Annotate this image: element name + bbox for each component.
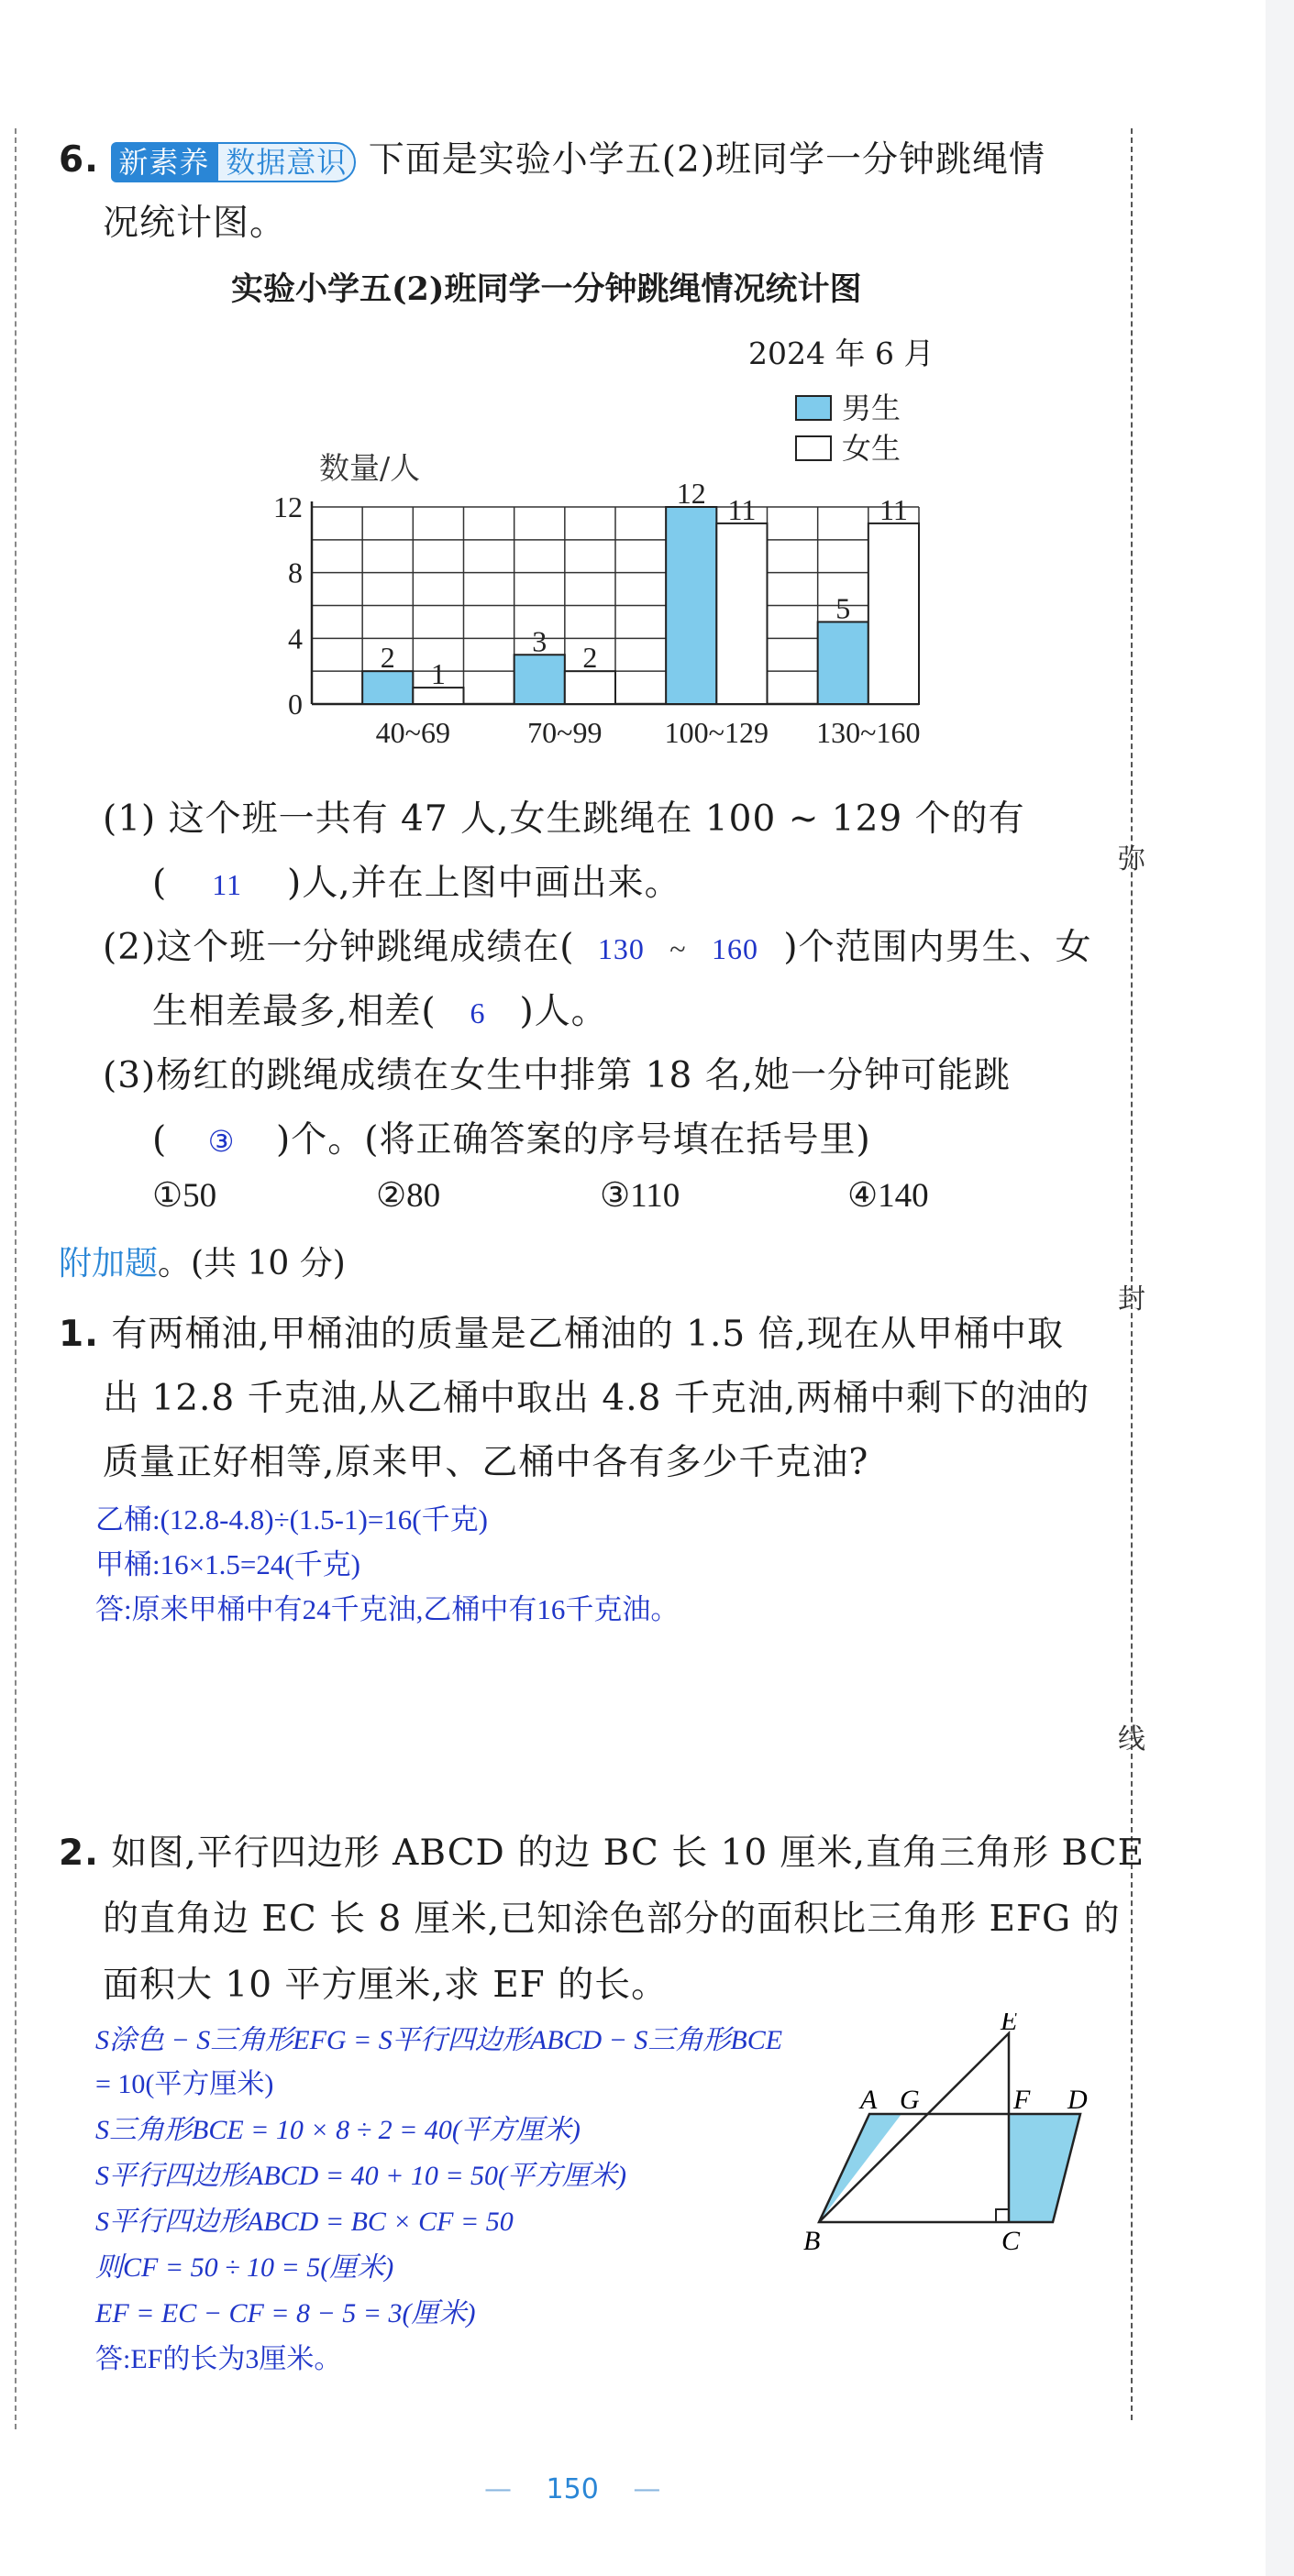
extra-title: 附加题: [59, 1245, 159, 1282]
bar-boys-2: [666, 507, 716, 704]
bar-chart: [257, 385, 954, 770]
bar-value-label: 12: [676, 477, 706, 510]
x-tick-label: 130~160: [816, 716, 921, 749]
question-6-header: [59, 131, 1045, 182]
problem-2-answer-6: 则CF = 50 ÷ 10 = 5(厘米): [95, 2252, 394, 2283]
label-F: F: [1013, 2085, 1031, 2115]
x-tick-label: 100~129: [664, 716, 769, 749]
option-1: ①50: [152, 1177, 217, 1215]
question-6-text-line2: 况统计图。: [103, 203, 287, 244]
chart-title: 实验小学五(2)班同学一分钟跳绳情况统计图: [231, 270, 862, 308]
problem-2-answer-5: S平行四边形ABCD = BC × CF = 50: [95, 2207, 514, 2237]
sub2-post: )个范围内男生、女: [783, 927, 1092, 968]
extra-header: [59, 1238, 346, 1284]
problem-1-text: 有两桶油,甲桶油的质量是乙桶油的 1.5 倍,现在从甲桶中取: [111, 1314, 1064, 1355]
sub1-open-paren: (: [152, 863, 168, 904]
sub1-answer: 11: [212, 868, 243, 901]
sub2-answer-diff: 6: [470, 996, 486, 1029]
problem-2-line3: 面积大 10 平方厘米,求 EF 的长。: [103, 1965, 669, 2006]
sub2-answer-high: 160: [712, 932, 758, 965]
shaded-right-trapezoid: [1009, 2114, 1080, 2222]
x-tick-label: 40~69: [375, 716, 450, 749]
shaded-left-triangle: [819, 2114, 901, 2222]
bar-girls-1: [565, 671, 615, 704]
problem-2-text: 如图,平行四边形 ABCD 的边 BC 长 10 厘米,直角三角形 BCE: [111, 1833, 1145, 1874]
sub2-line2: [152, 983, 608, 1034]
problem-1-answer-3: 答:原来甲桶中有24千克油,乙桶中有16千克油。: [95, 1593, 680, 1625]
side-char-mi: 弥: [1118, 843, 1145, 875]
option-4: ④140: [847, 1177, 929, 1215]
legend-swatch-0: [796, 396, 831, 420]
sub3-open-paren: (: [152, 1119, 168, 1161]
label-G: G: [900, 2085, 920, 2115]
legend-label-0: 男生: [842, 391, 901, 425]
right-angle-mark: [996, 2209, 1009, 2222]
left-margin-line: [15, 128, 17, 2429]
page-number-row: — 150 —: [484, 2473, 661, 2505]
sub3-answer: ③: [207, 1125, 236, 1158]
chart-x-labels: [376, 716, 921, 749]
problem-2-answer-4: S平行四边形ABCD = 40 + 10 = 50(平方厘米): [95, 2161, 627, 2191]
problem-2-answer-7: EF = EC − CF = 8 − 5 = 3(厘米): [95, 2298, 476, 2328]
bar-value-label: 1: [430, 657, 446, 691]
label-C: C: [1001, 2226, 1021, 2256]
bar-boys-3: [818, 622, 868, 704]
sub3-options: [152, 1175, 929, 1216]
legend-label-1: 女生: [842, 431, 901, 466]
bar-boys-1: [514, 655, 565, 704]
sub1-post: )人,并在上图中画出来。: [287, 863, 681, 904]
label-D: D: [1067, 2085, 1088, 2115]
chart-bars: [362, 477, 919, 704]
sub2-tilde: ~: [669, 932, 687, 965]
problem-2-number: 2.: [59, 1833, 99, 1874]
problem-2-answer-1: S涂色 − S三角形EFG = S平行四边形ABCD − S三角形BCE: [95, 2025, 783, 2055]
chart-y-label: 数量/人: [319, 450, 421, 486]
geometry-figure: [796, 2013, 1108, 2279]
bar-girls-2: [716, 523, 767, 704]
side-char-feng: 封: [1118, 1283, 1145, 1316]
badge-new-literacy: 新素养: [111, 142, 216, 182]
x-tick-label: 70~99: [527, 716, 603, 749]
option-3: ③110: [600, 1177, 680, 1215]
problem-2-line1: [59, 1824, 1145, 1876]
problem-2-answer-3: S三角形BCE = 10 × 8 ÷ 2 = 40(平方厘米): [95, 2115, 581, 2145]
bar-value-label: 2: [380, 641, 395, 675]
y-tick-label: 0: [288, 688, 303, 721]
y-tick-label: 12: [273, 490, 303, 523]
sub2-line2-pre: 生相差最多,相差(: [152, 991, 437, 1032]
problem-1-line2: 出 12.8 千克油,从乙桶中取出 4.8 千克油,两桶中剩下的油的: [103, 1378, 1090, 1419]
bar-value-label: 11: [727, 492, 757, 526]
y-tick-label: 8: [288, 556, 303, 589]
chart-y-ticks: [273, 490, 303, 721]
problem-1-number: 1.: [59, 1314, 99, 1355]
problem-1-answer-1: 乙桶:(12.8-4.8)÷(1.5-1)=16(千克): [95, 1503, 488, 1536]
sub3-post: )个。(将正确答案的序号填在括号里): [276, 1119, 871, 1161]
problem-2-line2: 的直角边 EC 长 8 厘米,已知涂色部分的面积比三角形 EFG 的: [103, 1899, 1121, 1940]
bar-value-label: 3: [532, 624, 547, 658]
question-number: 6.: [59, 139, 99, 181]
sub2-line1: [103, 919, 1092, 970]
extra-score: 。(共 10 分): [158, 1245, 346, 1282]
bar-boys-0: [362, 671, 413, 704]
y-tick-label: 4: [288, 622, 303, 655]
side-char-xian: 线: [1118, 1723, 1145, 1756]
bar-value-label: 2: [582, 641, 598, 675]
problem-2-answer-8: 答:EF的长为3厘米。: [95, 2344, 342, 2374]
bar-girls-3: [868, 523, 919, 704]
label-B: B: [803, 2226, 821, 2256]
sub2-pre: (2)这个班一分钟跳绳成绩在(: [103, 927, 575, 968]
badge-data-awareness: 数据意识: [216, 142, 356, 182]
chart-legend: [796, 391, 901, 466]
sub2-line2-post: )人。: [519, 991, 608, 1032]
bar-value-label: 11: [879, 492, 908, 526]
label-E: E: [1001, 2013, 1018, 2036]
sub1-line1: (1) 这个班一共有 47 人,女生跳绳在 100 ~ 129 个的有: [103, 798, 1025, 840]
problem-2-answer-2: = 10(平方厘米): [95, 2069, 274, 2099]
sub3-line2: [152, 1111, 871, 1162]
option-2: ②80: [376, 1177, 441, 1215]
problem-1-line3: 质量正好相等,原来甲、乙桶中各有多少千克油?: [103, 1442, 869, 1483]
legend-swatch-1: [796, 436, 831, 460]
sub3-line1: (3)杨红的跳绳成绩在女生中排第 18 名,她一分钟可能跳: [103, 1055, 1012, 1096]
problem-1-answer-2: 甲桶:16×1.5=24(千克): [95, 1548, 360, 1580]
sub2-answer-low: 130: [597, 932, 645, 965]
page-number: 150: [546, 2473, 599, 2505]
triangle-BCE: [819, 2033, 1009, 2222]
problem-1-line1: [59, 1305, 1064, 1357]
bar-value-label: 5: [835, 591, 851, 625]
label-A: A: [860, 2085, 878, 2115]
chart-date: 2024 年 6 月: [748, 336, 935, 371]
binding-dashed-line: [1131, 128, 1133, 2420]
sub1-line2: [152, 854, 681, 906]
question-6-text-line1: 下面是实验小学五(2)班同学一分钟跳绳情: [368, 139, 1046, 181]
